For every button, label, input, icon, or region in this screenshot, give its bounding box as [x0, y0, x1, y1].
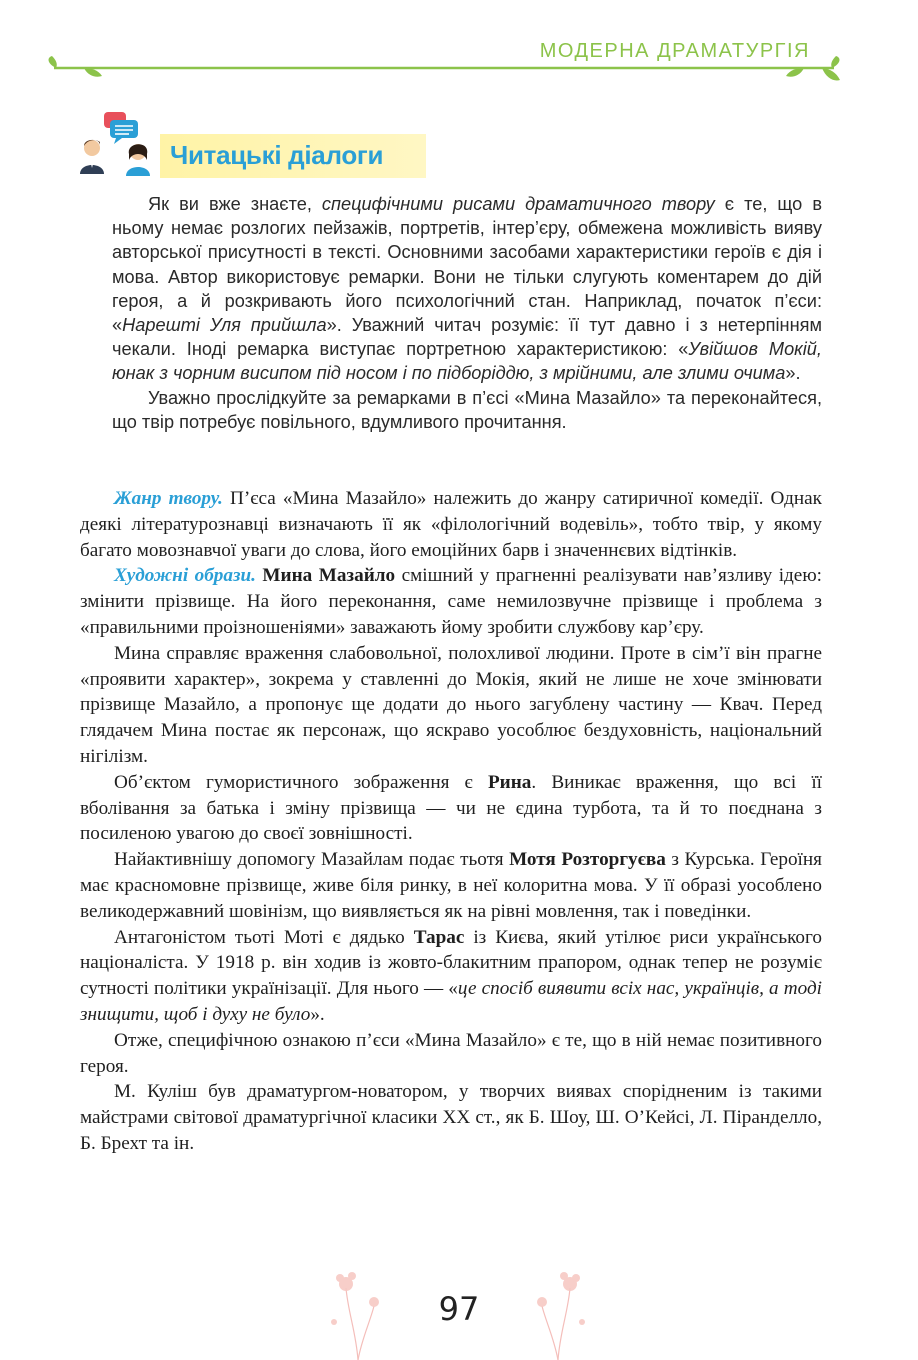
paragraph-text: П’єса «Мина Мазайло» належить до жанру сатиричної комедії. Однак деякі літературознавці визначають її як «філологічний водевіль», тобто твір, у якому багато мовознавчої уваги до слова, його емоційних барв і значеннєвих відтінків.: [80, 488, 822, 561]
section-title: Читацькі діалоги: [170, 140, 384, 170]
kulish-paragraph: М. Куліш був драматургом-новатором, у творчих виявах спорідненим із такими майстрами світової драматургічної класики XX ст., як Б. Шоу, Ш. О’Кейсі, Л. Піранделло, Б. Брехт та ін.: [80, 1081, 822, 1154]
paragraph-text: Найактивнішу допомогу Мазайлам подає тьотя: [114, 849, 510, 871]
paragraph-text: з Курська. Героїня має красномовне прізвище, живе біля ринку, в неї колоритна мова. У її образі уособлено великодержавний шовінізм, що виявляється як на рівні мовлення, так і поведінки.: [80, 849, 822, 922]
intro-text: Як ви вже знаєте,: [148, 194, 322, 214]
paragraph-text: із Києва, який утілює риси українського націоналіста. У 1918 р. він ходив із жовто-блакитним прапором, однак тепер не розуміє сутності політики українізації. Для нього — «: [80, 926, 823, 1000]
conclusion-paragraph: Отже, специфічною ознакою п’єси «Мина Мазайло» є те, що в ній немає позитивного героя.: [80, 1029, 822, 1077]
page-number: 97: [438, 1290, 480, 1328]
character-name: Тарас: [413, 926, 465, 948]
images-paragraph: [80, 563, 822, 640]
running-header-title: МОДЕРНА ДРАМАТУРГІЯ: [539, 40, 810, 62]
paragraph-text: Антагоністом тьоті Моті є дядько: [114, 926, 414, 948]
paragraph-text: Об’єктом гумористичного зображення є: [114, 771, 488, 793]
paragraph-text: . Виникає враження, що всі її вболівання за батька і зміну прізвища — чи не єдина турбота, та й то поєднана з посиленою увагою до своєї зовнішності.: [80, 771, 823, 845]
people-dialogue-icon: [80, 108, 160, 178]
intro-text: ».: [785, 363, 801, 384]
intro-paragraph: Уважно прослідкуйте за ремарками в п’єсі «Мина Мазайло» та переконайтеся, що твір потребує повільного, вдумливого прочитання.: [112, 387, 822, 432]
motya-paragraph: [80, 847, 822, 924]
character-name: Мина Мазайло: [262, 565, 396, 587]
vine-divider-icon: [44, 54, 844, 90]
intro-emphasis: специфічними рисами драматичного твору: [321, 194, 715, 214]
intro-quote: Нарешті Уля прийшла: [122, 315, 327, 336]
intro-block: [112, 192, 822, 434]
main-text: [80, 486, 822, 1157]
mina-paragraph: Мина справляє враження слабовольної, полохливої людини. Проте в сім’ї він прагне «проявити характер», зокрема у ставленні до Мокія, який не лише не хоче змінювати прізвище Мазайло, а пропонує ще додати до нього загублену частину — Квач. Перед глядачем Мина постає як персонаж, що яскраво уособлює бездуховність, національний нігілізм.: [80, 642, 822, 767]
intro-text: є те, що в ньому немає розлогих пейзажів, портретів, інтер’єру, обмежена можливість вияву авторської присутності в тексті. Основними засобами характеристики героїв є дія і мова. Автор використовує ремарки. Вони не тільки слугують коментарем до дій героя, а й розкривають його психологічний стан. Наприклад, початок п’єси: «: [112, 194, 823, 336]
intro-paragraph: [112, 192, 822, 386]
genre-paragraph: [80, 486, 822, 563]
intro-quote: Увійшов Мокій, юнак з чорним висипом під носом і по підборіддю, з мрійними, але злими очима: [112, 339, 822, 384]
section-heading: [80, 108, 440, 184]
quote-text: це спосіб виявити всіх нас, українців, а тоді знищити, щоб і духу не було: [80, 978, 822, 1025]
paragraph-text: ».: [310, 1003, 325, 1025]
intro-text: ». Уважний читач розуміє: її тут давно і з нетерпінням чекали. Іноді ремарка виступає портретною характеристикою: «: [112, 315, 822, 360]
taras-paragraph: [80, 925, 822, 1028]
genre-term: Жанр твору.: [114, 488, 223, 509]
ryna-paragraph: [80, 770, 822, 847]
paragraph-text: смішний у прагненні реалізувати нав’язливу ідею: змінити прізвище. На його переконання, саме немилозвучне прізвище і проблема з «правильними проізношеніями» заважають йому зробити службову кар’єру.: [80, 565, 822, 638]
images-term: Художні образи.: [114, 565, 256, 587]
character-name: Рина: [487, 771, 532, 793]
character-name: Мотя Розторгуєва: [509, 849, 666, 871]
